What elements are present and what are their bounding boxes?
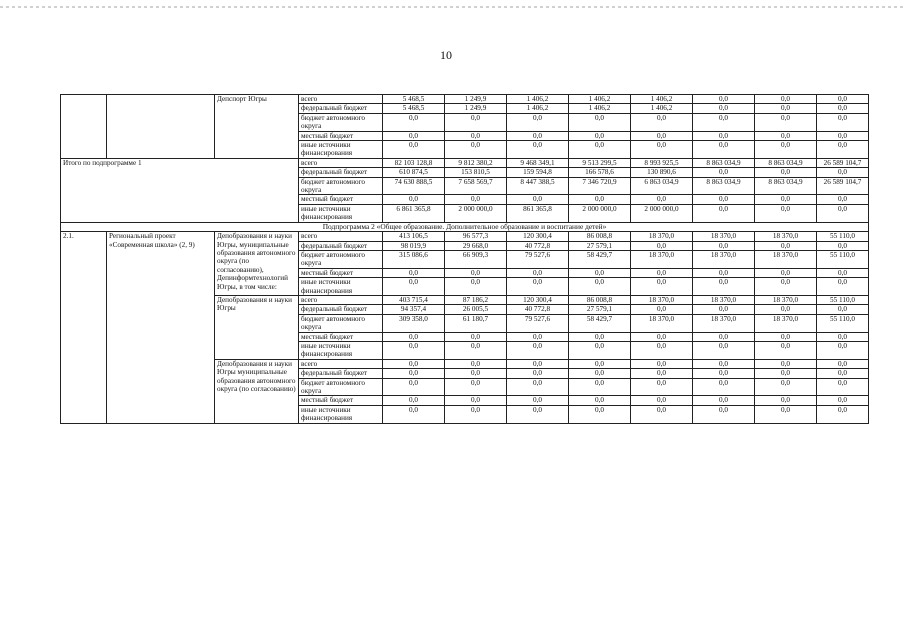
value-cell: 309 358,0 — [383, 314, 445, 332]
value-cell: 0,0 — [445, 131, 507, 140]
value-cell: 40 772,8 — [507, 241, 569, 250]
value-cell: 0,0 — [383, 378, 445, 396]
value-cell: 861 365,8 — [507, 204, 569, 222]
value-cell: 0,0 — [755, 204, 817, 222]
value-cell: 8 993 925,5 — [631, 158, 693, 167]
value-cell: 0,0 — [817, 405, 869, 423]
executor-cell: Депобразования и науки Югры — [215, 295, 299, 359]
value-cell: 610 874,5 — [383, 168, 445, 177]
value-cell: 0,0 — [445, 378, 507, 396]
value-cell: 26 005,5 — [445, 305, 507, 314]
value-cell: 0,0 — [631, 341, 693, 359]
value-cell: 0,0 — [817, 359, 869, 368]
value-cell: 9 812 380,2 — [445, 158, 507, 167]
value-cell: 9 468 349,1 — [507, 158, 569, 167]
value-cell: 18 370,0 — [631, 314, 693, 332]
value-cell: 5 468,5 — [383, 104, 445, 113]
value-cell: 0,0 — [755, 359, 817, 368]
value-cell: 6 863 034,9 — [631, 177, 693, 195]
value-cell: 0,0 — [631, 195, 693, 204]
value-cell: 8 863 034,9 — [693, 177, 755, 195]
value-cell: 0,0 — [507, 341, 569, 359]
value-cell: 8 447 388,5 — [507, 177, 569, 195]
value-cell: 0,0 — [569, 341, 631, 359]
value-cell: 18 370,0 — [755, 250, 817, 268]
value-cell: 0,0 — [693, 369, 755, 378]
value-cell: 0,0 — [755, 95, 817, 104]
value-cell: 0,0 — [817, 341, 869, 359]
value-cell: 18 370,0 — [693, 295, 755, 304]
value-cell: 0,0 — [507, 268, 569, 277]
value-cell: 0,0 — [755, 268, 817, 277]
value-cell: 1 406,2 — [569, 95, 631, 104]
source-cell: местный бюджет — [299, 396, 383, 405]
source-cell: федеральный бюджет — [299, 241, 383, 250]
source-cell: иные источники финансирования — [299, 341, 383, 359]
value-cell: 0,0 — [383, 268, 445, 277]
value-cell: 0,0 — [755, 396, 817, 405]
value-cell: 66 909,3 — [445, 250, 507, 268]
value-cell: 0,0 — [693, 405, 755, 423]
executor-cell: Депобразования и науки Югры муниципальные образования автономного округа (по согласованию) — [215, 359, 299, 423]
value-cell: 0,0 — [507, 405, 569, 423]
executor-cell: Депобразования и науки Югры, муниципальные образования автономного округа (по согласованию), Депинформтехнологий Югры, в том числе: — [215, 232, 299, 296]
value-cell: 0,0 — [693, 113, 755, 131]
value-cell: 0,0 — [817, 396, 869, 405]
value-cell: 0,0 — [445, 278, 507, 296]
value-cell: 0,0 — [445, 341, 507, 359]
source-cell: местный бюджет — [299, 131, 383, 140]
value-cell: 1 406,2 — [507, 104, 569, 113]
value-cell: 0,0 — [755, 141, 817, 159]
value-cell: 1 406,2 — [569, 104, 631, 113]
value-cell: 0,0 — [693, 95, 755, 104]
source-cell: иные источники финансирования — [299, 204, 383, 222]
row-number-cell — [61, 95, 107, 159]
value-cell: 0,0 — [383, 131, 445, 140]
value-cell: 0,0 — [817, 104, 869, 113]
value-cell: 1 406,2 — [507, 95, 569, 104]
value-cell: 5 468,5 — [383, 95, 445, 104]
value-cell: 0,0 — [507, 369, 569, 378]
value-cell: 0,0 — [507, 396, 569, 405]
value-cell: 0,0 — [507, 359, 569, 368]
financing-table — [60, 94, 869, 424]
value-cell: 0,0 — [631, 241, 693, 250]
value-cell: 40 772,8 — [507, 305, 569, 314]
value-cell: 120 300,4 — [507, 295, 569, 304]
value-cell: 0,0 — [383, 341, 445, 359]
source-cell: местный бюджет — [299, 268, 383, 277]
source-cell: всего — [299, 95, 383, 104]
subprogram-row — [61, 222, 869, 231]
source-cell: бюджет автономного округа — [299, 177, 383, 195]
value-cell: 0,0 — [693, 141, 755, 159]
value-cell: 55 110,0 — [817, 232, 869, 241]
source-cell: местный бюджет — [299, 195, 383, 204]
value-cell: 96 577,3 — [445, 232, 507, 241]
value-cell: 166 578,6 — [569, 168, 631, 177]
value-cell: 18 370,0 — [631, 232, 693, 241]
value-cell: 0,0 — [817, 369, 869, 378]
value-cell: 0,0 — [693, 305, 755, 314]
value-cell: 0,0 — [569, 278, 631, 296]
source-cell: иные источники финансирования — [299, 141, 383, 159]
value-cell: 0,0 — [693, 396, 755, 405]
value-cell: 0,0 — [693, 104, 755, 113]
value-cell: 2 000 000,0 — [569, 204, 631, 222]
value-cell: 0,0 — [445, 359, 507, 368]
value-cell: 18 370,0 — [631, 250, 693, 268]
value-cell: 8 863 034,9 — [755, 177, 817, 195]
value-cell: 0,0 — [445, 332, 507, 341]
value-cell: 0,0 — [631, 378, 693, 396]
table-row — [61, 232, 869, 241]
value-cell: 0,0 — [755, 278, 817, 296]
value-cell: 0,0 — [507, 195, 569, 204]
value-cell: 0,0 — [693, 195, 755, 204]
source-cell: всего — [299, 359, 383, 368]
value-cell: 0,0 — [569, 195, 631, 204]
value-cell: 0,0 — [569, 369, 631, 378]
value-cell: 0,0 — [817, 241, 869, 250]
value-cell: 29 668,0 — [445, 241, 507, 250]
value-cell: 27 579,1 — [569, 241, 631, 250]
value-cell: 1 249,9 — [445, 104, 507, 113]
value-cell: 87 186,2 — [445, 295, 507, 304]
value-cell: 0,0 — [569, 332, 631, 341]
value-cell: 0,0 — [817, 278, 869, 296]
value-cell: 2 000 000,0 — [445, 204, 507, 222]
value-cell: 94 357,4 — [383, 305, 445, 314]
value-cell: 0,0 — [817, 141, 869, 159]
value-cell: 0,0 — [817, 305, 869, 314]
value-cell: 7 658 569,7 — [445, 177, 507, 195]
value-cell: 98 019,9 — [383, 241, 445, 250]
value-cell: 0,0 — [507, 131, 569, 140]
value-cell: 26 589 104,7 — [817, 177, 869, 195]
value-cell: 0,0 — [569, 141, 631, 159]
value-cell: 0,0 — [631, 268, 693, 277]
value-cell: 0,0 — [817, 204, 869, 222]
value-cell: 0,0 — [755, 241, 817, 250]
value-cell: 79 527,6 — [507, 250, 569, 268]
value-cell: 0,0 — [631, 396, 693, 405]
value-cell: 0,0 — [631, 405, 693, 423]
value-cell: 0,0 — [569, 359, 631, 368]
scan-edge-artifact — [0, 6, 905, 8]
value-cell: 0,0 — [569, 378, 631, 396]
subprogram-title: Подпрограмма 2 «Общее образование. Дополнительное образование и воспитание детей» — [61, 222, 869, 231]
value-cell: 9 513 299,5 — [569, 158, 631, 167]
value-cell: 55 110,0 — [817, 314, 869, 332]
value-cell: 74 630 888,5 — [383, 177, 445, 195]
value-cell: 0,0 — [445, 405, 507, 423]
value-cell: 0,0 — [631, 305, 693, 314]
value-cell: 0,0 — [631, 369, 693, 378]
value-cell: 0,0 — [755, 369, 817, 378]
value-cell: 0,0 — [445, 268, 507, 277]
value-cell: 55 110,0 — [817, 295, 869, 304]
value-cell: 0,0 — [755, 341, 817, 359]
value-cell: 27 579,1 — [569, 305, 631, 314]
value-cell: 6 861 365,8 — [383, 204, 445, 222]
value-cell: 413 106,5 — [383, 232, 445, 241]
value-cell: 0,0 — [693, 131, 755, 140]
value-cell: 0,0 — [569, 268, 631, 277]
source-cell: бюджет автономного округа — [299, 314, 383, 332]
source-cell: всего — [299, 158, 383, 167]
value-cell: 0,0 — [693, 278, 755, 296]
source-cell: иные источники финансирования — [299, 278, 383, 296]
value-cell: 1 406,2 — [631, 104, 693, 113]
value-cell: 8 863 034,9 — [755, 158, 817, 167]
value-cell: 58 429,7 — [569, 314, 631, 332]
value-cell: 0,0 — [693, 378, 755, 396]
value-cell: 0,0 — [445, 369, 507, 378]
value-cell: 0,0 — [507, 141, 569, 159]
value-cell: 0,0 — [693, 268, 755, 277]
value-cell: 0,0 — [383, 113, 445, 131]
source-cell: всего — [299, 232, 383, 241]
table-row — [61, 95, 869, 104]
value-cell: 8 863 034,9 — [693, 158, 755, 167]
project-name-cell — [107, 95, 215, 159]
value-cell: 0,0 — [817, 378, 869, 396]
page-number: 10 — [440, 48, 452, 62]
source-cell: местный бюджет — [299, 332, 383, 341]
value-cell: 0,0 — [693, 168, 755, 177]
executor-cell: Депспорт Югры — [215, 95, 299, 159]
total-label-cell: Итого по подпрограмме 1 — [61, 158, 299, 222]
value-cell: 0,0 — [383, 396, 445, 405]
value-cell: 0,0 — [445, 113, 507, 131]
value-cell: 0,0 — [383, 141, 445, 159]
value-cell: 18 370,0 — [755, 232, 817, 241]
value-cell: 0,0 — [631, 332, 693, 341]
value-cell: 0,0 — [755, 405, 817, 423]
value-cell: 2 000 000,0 — [631, 204, 693, 222]
value-cell: 0,0 — [507, 113, 569, 131]
value-cell: 61 180,7 — [445, 314, 507, 332]
value-cell: 0,0 — [445, 396, 507, 405]
source-cell: бюджет автономного округа — [299, 250, 383, 268]
value-cell: 159 594,8 — [507, 168, 569, 177]
value-cell: 0,0 — [383, 332, 445, 341]
value-cell: 58 429,7 — [569, 250, 631, 268]
value-cell: 120 300,4 — [507, 232, 569, 241]
value-cell: 18 370,0 — [631, 295, 693, 304]
source-cell: федеральный бюджет — [299, 168, 383, 177]
value-cell: 0,0 — [693, 341, 755, 359]
value-cell: 0,0 — [631, 278, 693, 296]
value-cell: 0,0 — [817, 268, 869, 277]
value-cell: 0,0 — [569, 113, 631, 131]
value-cell: 1 406,2 — [631, 95, 693, 104]
value-cell: 79 527,6 — [507, 314, 569, 332]
value-cell: 0,0 — [631, 113, 693, 131]
value-cell: 18 370,0 — [693, 232, 755, 241]
value-cell: 0,0 — [817, 113, 869, 131]
value-cell: 0,0 — [507, 378, 569, 396]
table-body — [61, 95, 869, 424]
value-cell: 0,0 — [631, 131, 693, 140]
value-cell: 55 110,0 — [817, 250, 869, 268]
value-cell: 26 589 104,7 — [817, 158, 869, 167]
value-cell: 0,0 — [755, 168, 817, 177]
value-cell: 0,0 — [507, 332, 569, 341]
value-cell: 0,0 — [445, 195, 507, 204]
value-cell: 18 370,0 — [755, 295, 817, 304]
source-cell: бюджет автономного округа — [299, 378, 383, 396]
value-cell: 0,0 — [817, 332, 869, 341]
value-cell: 315 086,6 — [383, 250, 445, 268]
value-cell: 0,0 — [817, 95, 869, 104]
value-cell: 0,0 — [445, 141, 507, 159]
value-cell: 86 008,8 — [569, 295, 631, 304]
value-cell: 18 370,0 — [755, 314, 817, 332]
value-cell: 0,0 — [755, 305, 817, 314]
value-cell: 0,0 — [755, 332, 817, 341]
value-cell: 130 890,6 — [631, 168, 693, 177]
value-cell: 0,0 — [755, 378, 817, 396]
value-cell: 82 103 128,8 — [383, 158, 445, 167]
source-cell: иные источники финансирования — [299, 405, 383, 423]
value-cell: 0,0 — [817, 168, 869, 177]
row-number-cell: 2.1. — [61, 232, 107, 424]
value-cell: 0,0 — [569, 405, 631, 423]
value-cell: 0,0 — [383, 195, 445, 204]
source-cell: федеральный бюджет — [299, 305, 383, 314]
value-cell: 403 715,4 — [383, 295, 445, 304]
value-cell: 0,0 — [693, 359, 755, 368]
value-cell: 0,0 — [383, 405, 445, 423]
value-cell: 153 810,5 — [445, 168, 507, 177]
value-cell: 1 249,9 — [445, 95, 507, 104]
value-cell: 0,0 — [755, 131, 817, 140]
value-cell: 0,0 — [817, 131, 869, 140]
value-cell: 0,0 — [631, 359, 693, 368]
value-cell: 0,0 — [755, 104, 817, 113]
table-row — [61, 158, 869, 167]
value-cell: 18 370,0 — [693, 250, 755, 268]
value-cell: 0,0 — [755, 113, 817, 131]
value-cell: 0,0 — [569, 131, 631, 140]
value-cell: 18 370,0 — [693, 314, 755, 332]
value-cell: 7 346 720,9 — [569, 177, 631, 195]
value-cell: 0,0 — [693, 204, 755, 222]
source-cell: федеральный бюджет — [299, 369, 383, 378]
source-cell: всего — [299, 295, 383, 304]
value-cell: 0,0 — [569, 396, 631, 405]
value-cell: 86 008,8 — [569, 232, 631, 241]
value-cell: 0,0 — [817, 195, 869, 204]
source-cell: федеральный бюджет — [299, 104, 383, 113]
value-cell: 0,0 — [755, 195, 817, 204]
value-cell: 0,0 — [693, 332, 755, 341]
value-cell: 0,0 — [383, 369, 445, 378]
value-cell: 0,0 — [507, 278, 569, 296]
value-cell: 0,0 — [631, 141, 693, 159]
source-cell: бюджет автономного округа — [299, 113, 383, 131]
value-cell: 0,0 — [693, 241, 755, 250]
project-name-cell: Региональный проект «Современная школа» (2, 9) — [107, 232, 215, 424]
value-cell: 0,0 — [383, 359, 445, 368]
value-cell: 0,0 — [383, 278, 445, 296]
